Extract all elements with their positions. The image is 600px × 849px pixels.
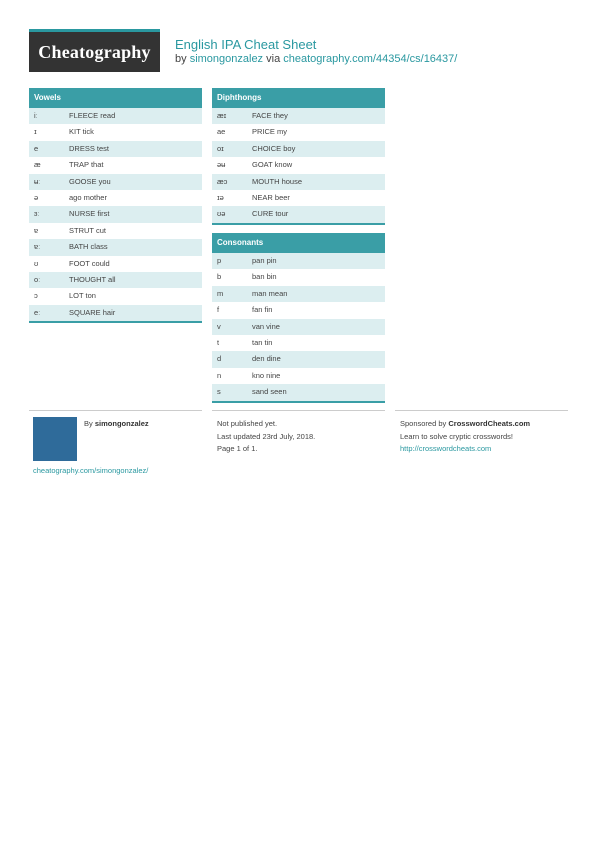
- consonant-row: [212, 319, 385, 335]
- vowel-symbol: eː: [34, 307, 41, 317]
- diphthong-row: [212, 141, 385, 157]
- consonant-row: [212, 351, 385, 367]
- consonant-symbol: p: [217, 256, 222, 265]
- sponsor-info: [400, 418, 530, 456]
- vowel-row: [29, 174, 202, 190]
- diphthong-symbol: ae: [217, 127, 226, 137]
- consonant-row: [212, 335, 385, 351]
- consonant-example: den dine: [252, 354, 281, 364]
- vowels-header: Vowels: [29, 88, 202, 108]
- diphthongs-table: [212, 108, 385, 225]
- vowel-symbol: ɐː: [34, 242, 41, 252]
- vowel-row: [29, 239, 202, 255]
- consonants-header: Consonants: [212, 233, 385, 253]
- vowel-symbol: ɜː: [34, 209, 40, 219]
- publication-info: [217, 418, 315, 456]
- footer-divider: [212, 410, 385, 411]
- vowel-symbol: ɔ: [34, 291, 38, 301]
- consonants-box: [212, 233, 385, 403]
- diphthong-symbol: əʉ: [217, 160, 226, 170]
- sponsor-tagline: Learn to solve cryptic crosswords!: [400, 431, 513, 441]
- diphthongs-box: [212, 88, 385, 225]
- diphthong-row: [212, 174, 385, 190]
- page-title: English IPA Cheat Sheet: [175, 37, 317, 52]
- vowel-example: FOOT could: [69, 258, 110, 268]
- vowel-example: ago mother: [69, 192, 107, 202]
- consonant-symbol: f: [217, 305, 220, 315]
- byline-via: via: [266, 53, 281, 65]
- consonant-symbol: v: [217, 321, 221, 331]
- consonant-example: sand seen: [252, 387, 287, 397]
- diphthong-row: [212, 108, 385, 124]
- updated-text: Last updated 23rd July, 2018.: [217, 431, 316, 441]
- consonant-symbol: d: [217, 354, 222, 364]
- vowel-example: NURSE first: [69, 209, 110, 219]
- consonant-row: [212, 384, 385, 400]
- vowel-symbol: ɪ: [34, 127, 37, 137]
- footer-author-name[interactable]: simongonzalez: [94, 419, 149, 428]
- vowel-example: LOT ton: [69, 291, 96, 301]
- vowel-symbol: ɐ: [34, 225, 39, 235]
- consonant-symbol: n: [217, 370, 222, 380]
- consonant-example: tan tin: [252, 337, 273, 347]
- vowel-row: [29, 256, 202, 272]
- consonant-row: [212, 302, 385, 318]
- vowel-row: [29, 190, 202, 206]
- diphthong-row: [212, 206, 385, 222]
- vowel-row: [29, 223, 202, 239]
- diphthongs-header: Diphthongs: [212, 88, 385, 108]
- vowel-row: [29, 141, 202, 157]
- diphthong-example: GOAT know: [252, 160, 293, 170]
- vowels-table: [29, 108, 202, 323]
- vowel-example: THOUGHT all: [69, 274, 116, 284]
- vowel-row: [29, 206, 202, 222]
- consonant-example: van vine: [252, 321, 280, 331]
- diphthong-row: [212, 157, 385, 173]
- author-link[interactable]: simongonzalez: [189, 53, 264, 65]
- diphthong-row: [212, 124, 385, 140]
- vowel-symbol: e: [34, 143, 39, 153]
- vowel-example: TRAP that: [69, 160, 104, 170]
- consonant-example: fan fin: [252, 305, 273, 315]
- vowel-example: GOOSE you: [69, 176, 111, 186]
- vowel-example: DRESS test: [69, 143, 110, 153]
- profile-link[interactable]: cheatography.com/simongonzalez/: [33, 466, 149, 475]
- sponsor-name[interactable]: CrosswordCheats.com: [448, 419, 531, 428]
- diphthong-example: FACE they: [252, 111, 288, 120]
- consonants-table: [212, 253, 385, 403]
- sponsor-line: [400, 418, 530, 431]
- cheatography-logo[interactable]: Cheatography: [29, 29, 160, 72]
- byline-by: by: [175, 53, 187, 65]
- sheet-url-link[interactable]: cheatography.com/44354/cs/16437/: [283, 53, 458, 65]
- diphthong-example: CHOICE boy: [252, 143, 296, 153]
- footer-divider: [29, 410, 202, 411]
- vowels-box: [29, 88, 202, 323]
- consonant-row: [212, 269, 385, 285]
- sponsor-prefix: Sponsored by: [400, 419, 447, 428]
- footer-divider: [395, 410, 568, 411]
- byline: [175, 53, 457, 65]
- consonant-symbol: t: [217, 337, 220, 347]
- consonant-example: pan pin: [252, 256, 277, 265]
- diphthong-example: NEAR beer: [252, 192, 290, 202]
- author-avatar[interactable]: [33, 417, 77, 461]
- vowel-row: [29, 108, 202, 124]
- vowel-symbol: ə: [34, 192, 39, 202]
- page-number: Page 1 of 1.: [217, 444, 258, 453]
- diphthong-example: CURE tour: [252, 209, 289, 219]
- consonant-symbol: s: [217, 387, 221, 397]
- vowel-symbol: oː: [34, 274, 41, 284]
- diphthong-symbol: oɪ: [217, 143, 224, 153]
- footer-by: By: [84, 419, 93, 428]
- diphthong-symbol: ɪə: [217, 192, 224, 202]
- vowel-symbol: ʊ: [34, 258, 39, 268]
- consonant-symbol: m: [217, 288, 224, 298]
- vowel-row: [29, 124, 202, 140]
- consonant-symbol: b: [217, 272, 222, 282]
- consonant-example: man mean: [252, 288, 288, 298]
- diphthong-example: PRICE my: [252, 127, 288, 137]
- vowel-row: [29, 272, 202, 288]
- vowel-row: [29, 157, 202, 173]
- diphthong-symbol: æɪ: [217, 111, 227, 120]
- vowel-symbol: æ: [34, 160, 41, 170]
- diphthong-row: [212, 190, 385, 206]
- consonant-example: ban bin: [252, 272, 277, 282]
- vowel-example: STRUT cut: [69, 225, 106, 235]
- vowel-example: BATH class: [69, 242, 108, 252]
- vowel-example: SQUARE hair: [69, 307, 116, 317]
- consonant-row: [212, 286, 385, 302]
- consonant-example: kno nine: [252, 370, 281, 380]
- status-text: Not published yet.: [217, 419, 278, 428]
- consonant-row: [212, 253, 385, 269]
- vowel-example: KIT tick: [69, 127, 94, 137]
- sponsor-url-link[interactable]: http://crosswordcheats.com: [400, 444, 492, 453]
- vowel-row: [29, 305, 202, 321]
- diphthong-symbol: ʊə: [217, 209, 226, 219]
- vowel-example: FLEECE read: [69, 111, 116, 120]
- vowel-row: [29, 288, 202, 304]
- diphthong-symbol: æɔ: [217, 176, 228, 186]
- footer-author: [84, 418, 149, 431]
- vowel-symbol: ʉː: [34, 176, 41, 186]
- diphthong-example: MOUTH house: [252, 176, 303, 186]
- consonant-row: [212, 368, 385, 384]
- vowel-symbol: iː: [34, 111, 38, 120]
